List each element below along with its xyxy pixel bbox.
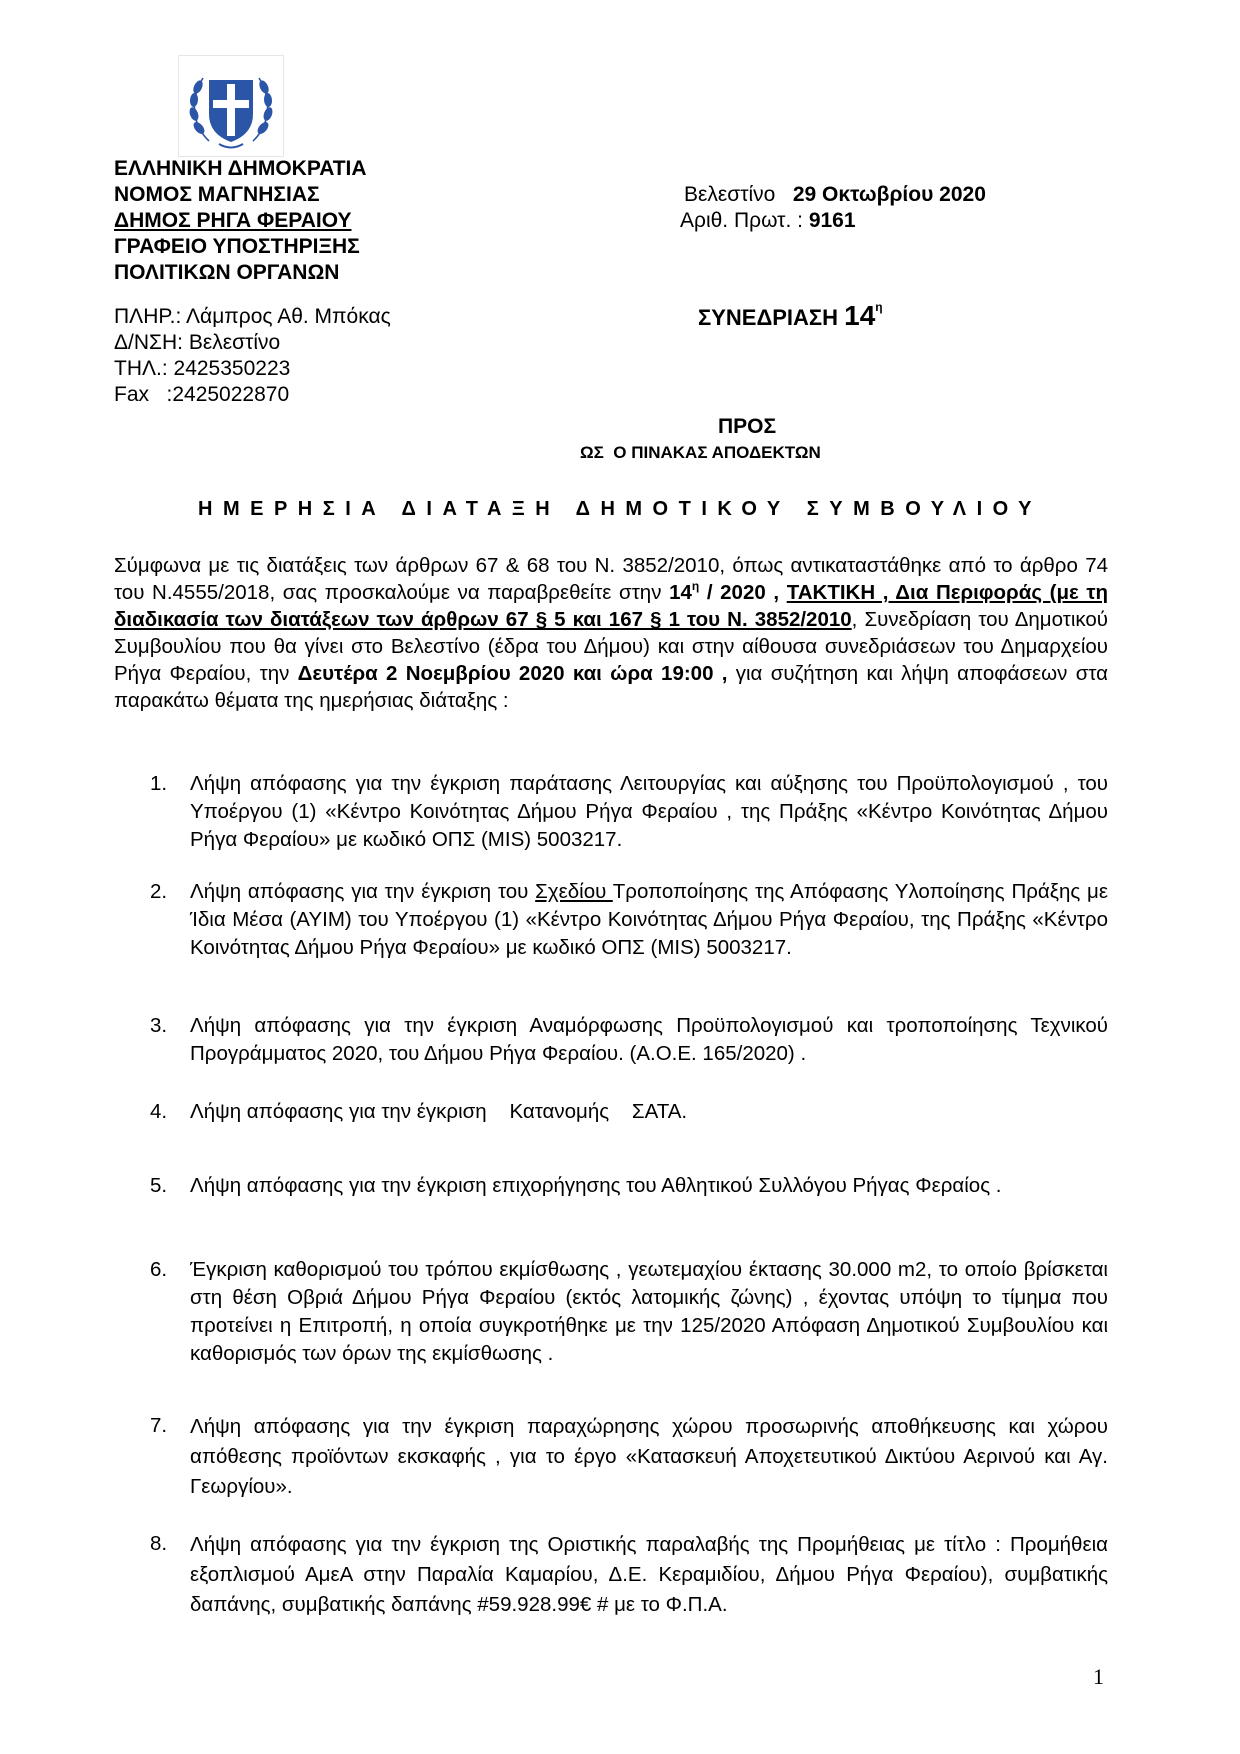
agenda-item-text: Λήψη απόφασης για την έγκριση της Οριστικής παραλαβής της Προμήθειας με τίτλο : Προμήθεια εξοπλισμού ΑμεΑ στην Παραλία Καμαρίου, Δ.Ε. Κεραμιδίου, Δήμου Ρήγα Φεραίου), συμβατικής δαπάνης, συμβατικής δαπάνης #59.928.99€ # με το Φ.Π.Α.	[190, 1533, 1108, 1616]
agenda-item	[114, 1012, 1108, 1068]
agenda-item	[114, 1256, 1108, 1368]
page-number: 1	[1093, 1664, 1104, 1689]
agenda-item	[114, 1530, 1108, 1620]
intro-text-3: για συζήτηση και λήψη αποφάσεων στα παρακάτω θέματα της ημερήσιας διάταξης :	[114, 662, 1109, 712]
header-municipality: ΔΗΜΟΣ ΡΗΓΑ ΦΕΡΑΙΟΥ	[114, 209, 352, 232]
session-heading	[698, 300, 883, 332]
agenda-item-text: Λήψη απόφασης για την έγκριση Αναμόρφωσης Προϋπολογισμού και τροποποίησης Τεχνικού Προγράμματος 2020, του Δήμου Ρήγα Φεραίου. (Α.Ο.Ε. 165/2020) .	[190, 1014, 1108, 1065]
session-number: 14	[844, 300, 876, 331]
contact-phone: ΤΗΛ.: 2425350223	[114, 357, 291, 380]
session-suffix: η	[875, 300, 883, 314]
header-country: ΕΛΛΗΝΙΚΗ ΔΗΜΟΚΡΑΤΙΑ	[114, 157, 367, 180]
date-place: Βελεστίνο	[684, 183, 776, 206]
agenda-item-text	[190, 878, 1108, 962]
intro-session-sup: η	[691, 579, 700, 593]
agenda-item-number: 6.	[150, 1258, 168, 1281]
agenda-item-text: Λήψη απόφασης για την έγκριση παραχώρησης χώρου προσωρινής αποθήκευσης και χώρου απόθεσης προϊόντων εκσκαφής , για το έργο «Κατασκευή Αποχετευτικού Δικτύου Αερινού και Αγ. Γεωργίου».	[190, 1415, 1108, 1498]
contact-fax: Fax :2425022870	[114, 383, 290, 406]
intro-session-year: / 2020 ,	[699, 581, 787, 604]
agenda-item	[114, 1098, 1108, 1126]
contact-person: ΠΛΗΡ.: Λάμπρος Αθ. Μπόκας	[114, 305, 391, 328]
recipients-subtitle: ΩΣ Ο ΠΙΝΑΚΑΣ ΑΠΟΔΕΚΤΩΝ	[580, 443, 821, 462]
session-label: ΣΥΝΕΔΡΙΑΣΗ	[698, 305, 839, 330]
header-office-line2: ΠΟΛΙΤΙΚΩΝ ΟΡΓΑΝΩΝ	[114, 261, 340, 284]
agenda-item-number: 4.	[150, 1100, 168, 1123]
agenda-item-text: Λήψη απόφασης για την έγκριση Κατανομής ΣΑΤΑ.	[190, 1100, 688, 1123]
agenda-item-text: Λήψη απόφασης για την έγκριση επιχορήγησης του Αθλητικού Συλλόγου Ρήγας Φεραίος .	[190, 1174, 1002, 1197]
protocol-number: 9161	[808, 209, 856, 232]
header-office-line1: ΓΡΑΦΕΙΟ ΥΠΟΣΤΗΡΙΞΗΣ	[114, 235, 360, 258]
protocol-label: Αριθ. Πρωτ. :	[680, 209, 803, 232]
agenda-item	[114, 878, 1108, 962]
agenda-item-text-pre: Λήψη απόφασης για την έγκριση του	[190, 880, 536, 903]
intro-session-type: ΤΑΚΤΙΚΗ , Δια Περιφοράς (με τη διαδικασία των διατάξεων των άρθρων 67 § 5 και 167 § 1 του Ν. 3852/2010	[114, 581, 1108, 631]
greek-coat-of-arms-emblem	[178, 55, 284, 157]
intro-session-num: 14	[669, 581, 692, 604]
agenda-item-number: 1.	[150, 772, 168, 795]
agenda-item-number: 8.	[150, 1532, 168, 1555]
date-value: 29 Οκτωβρίου 2020	[792, 183, 986, 206]
date-line	[684, 182, 986, 208]
agenda-title: ΗΜΕΡΗΣΙΑ ΔΙΑΤΑΞΗ ΔΗΜΟΤΙΚΟΥ ΣΥΜΒΟΥΛΙΟΥ	[198, 498, 1042, 520]
agenda-item-text: Λήψη απόφασης για την έγκριση παράτασης Λειτουργίας και αύξησης του Προϋπολογισμού , του Υποέργου (1) «Κέντρο Κοινότητας Δήμου Ρήγα Φεραίου , της Πράξης «Κέντρο Κοινότητας Δήμου Ρήγα Φεραίου» με κωδικό ΟΠΣ (MIS) 5003217.	[190, 772, 1108, 851]
intro-paragraph	[114, 552, 1108, 714]
agenda-item-text-underlined: Σχεδίου	[535, 880, 613, 903]
agenda-item-number: 3.	[150, 1014, 168, 1037]
contact-address: Δ/ΝΣΗ: Βελεστίνο	[114, 331, 281, 354]
agenda-item-number: 2.	[150, 880, 168, 903]
intro-text-2: , Συνεδρίαση του Δημοτικού Συμβουλίου που θα γίνει στο Βελεστίνο (έδρα του Δήμου) και στην αίθουσα συνεδριάσεων του Δημαρχείου Ρήγα Φεραίου, την	[114, 608, 1108, 685]
agenda-item	[114, 770, 1108, 854]
agenda-item	[114, 1412, 1108, 1502]
agenda-item-number: 7.	[150, 1414, 168, 1437]
intro-day-time: Δευτέρα 2 Νοεμβρίου 2020 και ώρα 19:00 ,	[297, 662, 728, 685]
agenda-item-text-rest: Τροποποίησης της Απόφασης Υλοποίησης Πράξης με Ίδια Μέσα (ΑΥΙΜ) του Υποέργου (1) «Κέντρο Κοινότητας Δήμου Ρήγα Φεραίου, της Πράξης «Κέντρο Κοινότητας Δήμου Ρήγα Φεραίου» με κωδικό ΟΠΣ (MIS) 5003217.	[190, 880, 1108, 959]
header-prefecture: ΝΟΜΟΣ ΜΑΓΝΗΣΙΑΣ	[114, 183, 320, 206]
recipients-title: ΠΡΟΣ	[718, 415, 777, 438]
agenda-item	[114, 1172, 1108, 1200]
protocol-line	[680, 208, 856, 234]
agenda-item-number: 5.	[150, 1174, 168, 1197]
agenda-item-text: Έγκριση καθορισμού του τρόπου εκμίσθωσης , γεωτεμαχίου έκτασης 30.000 m2, το οποίο βρίσκεται στη θέση Οβριά Δήμου Ρήγα Φεραίου (εκτός λατομικής ζώνης) , έχοντας υπόψη το τίμημα που προτείνει η Επιτροπή, η οποία συγκροτήθηκε με την 125/2020 Απόφαση Δημοτικού Συμβουλίου και καθορισμός των όρων της εκμίσθωσης .	[190, 1258, 1108, 1365]
intro-text-1: Σύμφωνα με τις διατάξεις των άρθρων 67 & 68 του Ν. 3852/2010, όπως αντικαταστάθηκε από το άρθρο 74 του Ν.4555/2018, σας προσκαλούμε να παραβρεθείτε στην	[114, 554, 1108, 604]
